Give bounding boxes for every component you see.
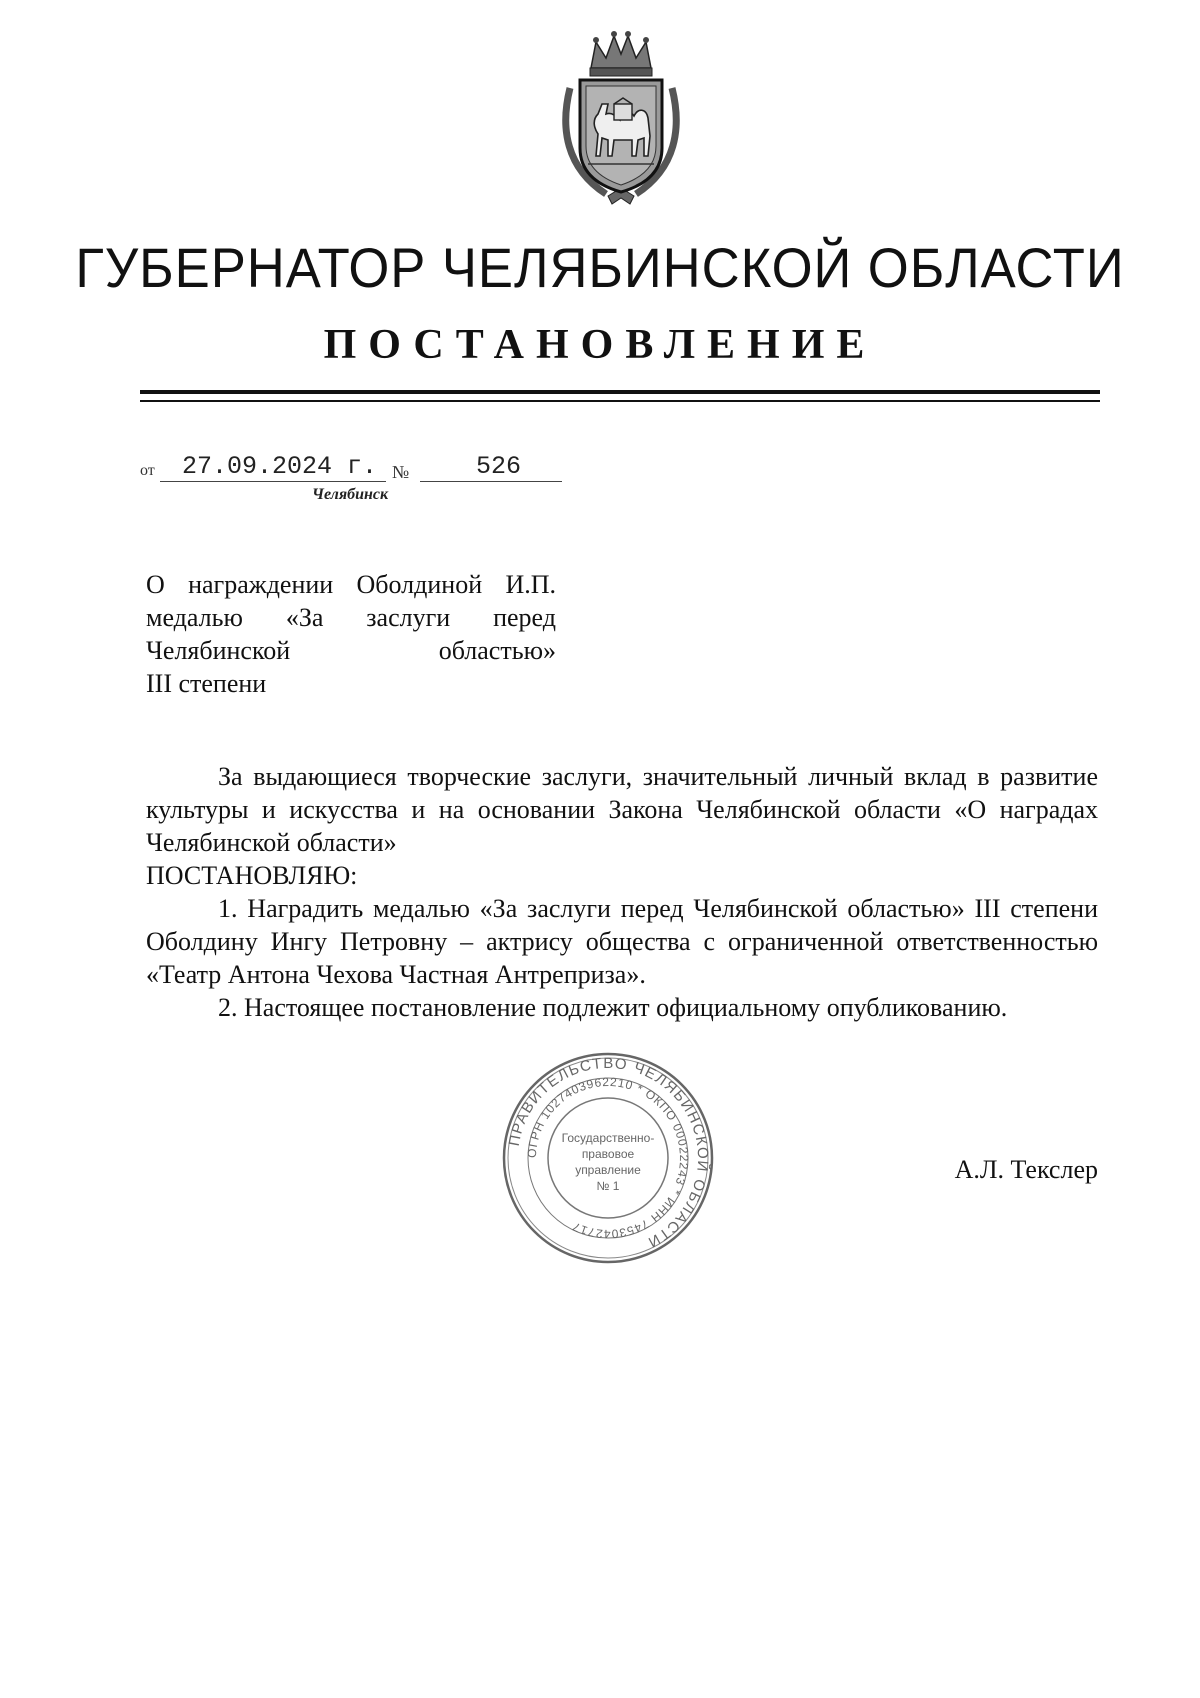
number-underline (420, 481, 562, 482)
decree-item: 2. Настоящее постановление подлежит официальному опубликованию. (218, 993, 1008, 1022)
signatory-name: А.Л. Текслер (954, 1155, 1098, 1184)
svg-text:управление: управление (575, 1163, 641, 1177)
number-label: № (392, 462, 410, 482)
official-seal-stamp (500, 1050, 716, 1266)
date-label: от (140, 462, 155, 479)
subject-line: медалью «За заслуги перед (146, 603, 556, 632)
preamble-paragraph: За выдающиеся творческие заслуги, значительный личный вклад в развитие культуры и искусства и на основании Закона Челябинской области «О наградах Челябинской области» (146, 762, 1098, 857)
coat-of-arms-emblem (556, 28, 686, 206)
subject-line: О награждении Оболдиной И.П. (146, 570, 556, 599)
document-number: 526 (476, 452, 522, 481)
subject-line: Челябинской областью» (146, 636, 556, 665)
decree-item: 1. Наградить медалью «За заслуги перед Челябинской областью» III степени Оболдину Ингу Петровну – актрису общества с ограниченной ответственностью «Театр Антона Чехова Частная Антреприза». (146, 894, 1098, 989)
header-rule-thin (140, 400, 1100, 402)
issuing-authority-title: ГУБЕРНАТОР ЧЕЛЯБИНСКОЙ ОБЛАСТИ (75, 236, 1125, 299)
document-body (146, 760, 1098, 1024)
svg-text:ОГРН 1027403962210 * ОКПО 0002: ОГРН 1027403962210 * ОКПО 00022243 * ИНН 7453042717 (524, 1074, 692, 1242)
document-type-title: ПОСТАНОВЛЕНИЕ (323, 322, 877, 368)
svg-text:ПРАВИТЕЛЬСТВО ЧЕЛЯБИНСКОЙ ОБЛА: ПРАВИТЕЛЬСТВО ЧЕЛЯБИНСКОЙ ОБЛАСТИ (505, 1054, 712, 1252)
subject-line: III степени (146, 669, 267, 698)
document-date: 27.09.2024 г. (182, 452, 378, 481)
document-subject (146, 568, 556, 700)
decree-word: ПОСТАНОВЛЯЮ: (146, 861, 358, 890)
svg-text:№ 1: № 1 (596, 1179, 620, 1193)
svg-text:Государственно-: Государственно- (561, 1131, 655, 1145)
date-underline (160, 481, 386, 482)
issue-city: Челябинск (312, 486, 389, 503)
svg-text:правовое: правовое (581, 1147, 635, 1161)
header-rule-thick (140, 390, 1100, 394)
